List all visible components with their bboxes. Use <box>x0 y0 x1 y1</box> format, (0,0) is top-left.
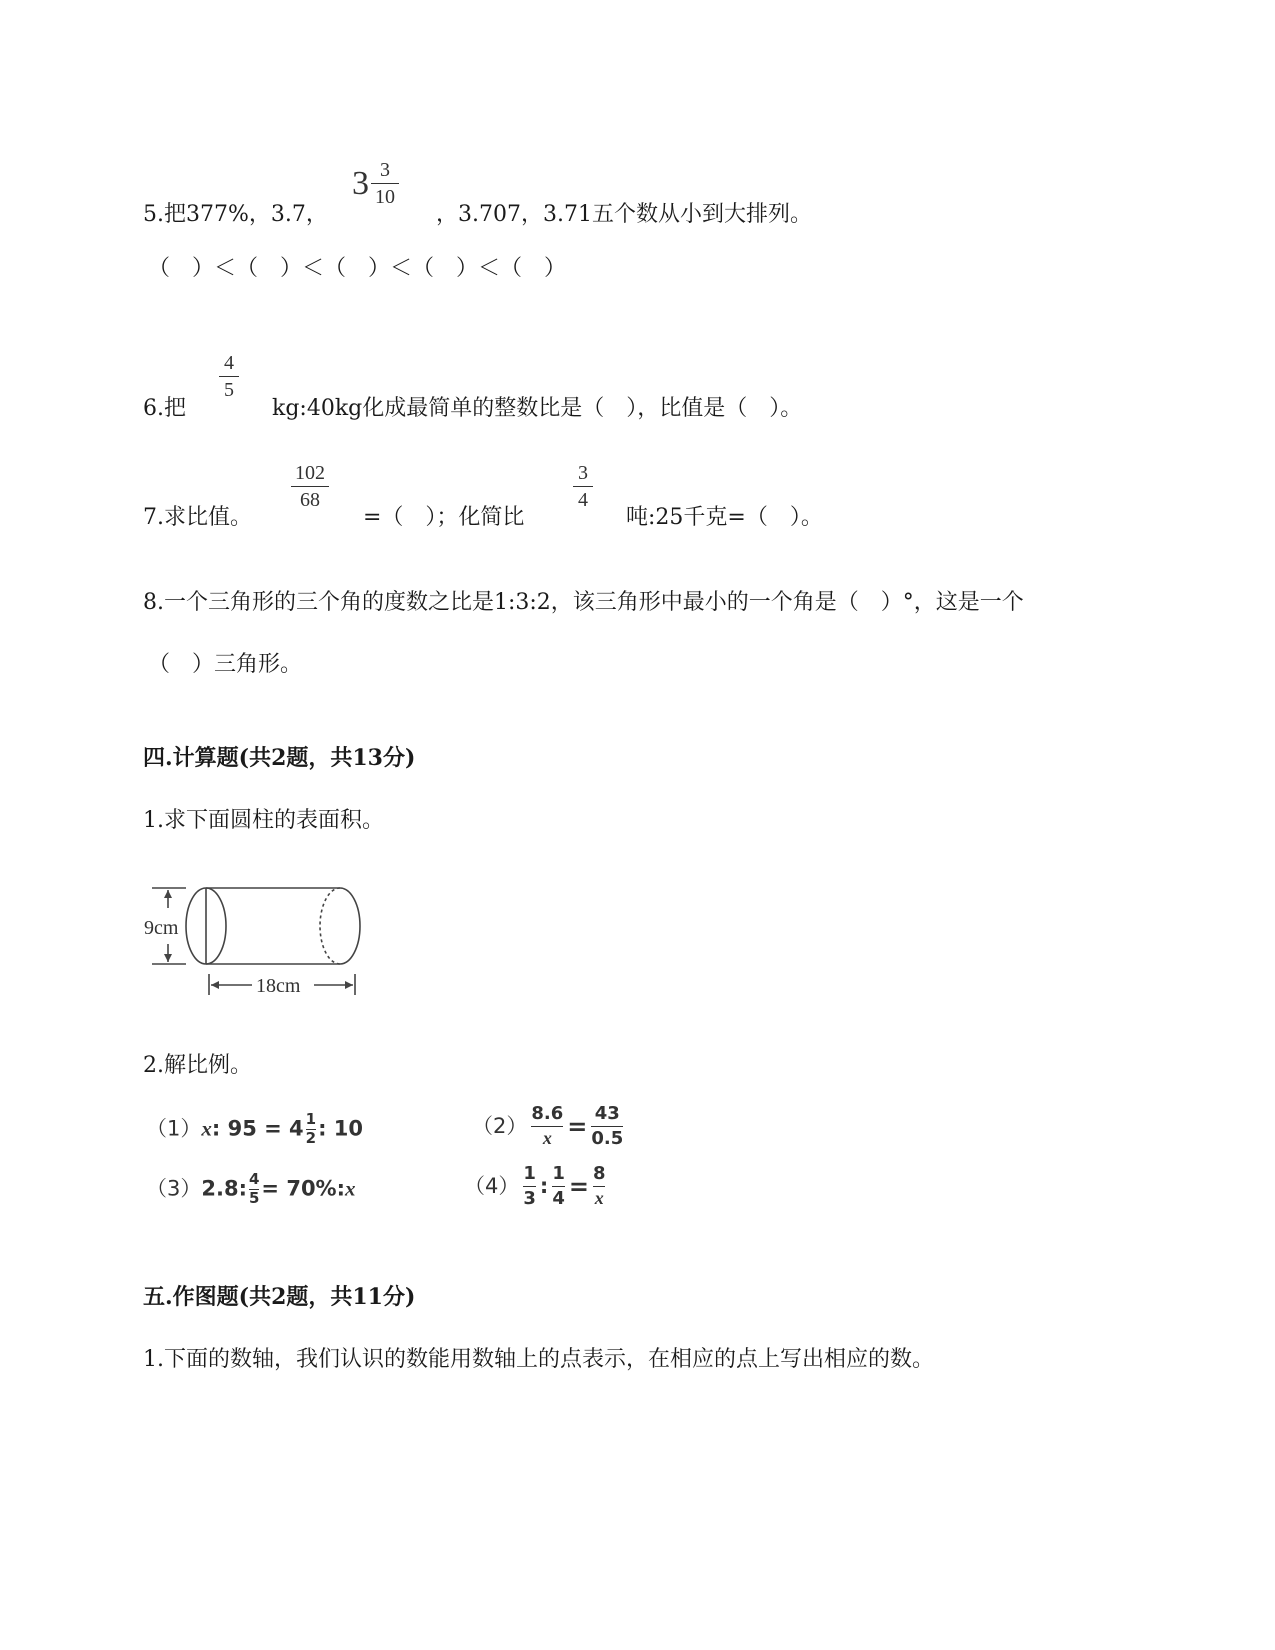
denominator: 4 <box>552 1187 565 1209</box>
q7-text-middle: =（ ）；化简比 <box>363 505 525 530</box>
q7-fraction-2 <box>573 463 593 510</box>
diameter-label: 9cm <box>144 917 179 939</box>
equation-3-label: （3） <box>146 1176 202 1201</box>
equation-1 <box>146 1112 363 1147</box>
equals-sign: = <box>568 1172 589 1201</box>
section-4-heading: 四.计算题(共2题，共13分) <box>143 745 416 771</box>
cylinder-right-face-front <box>340 888 360 964</box>
fraction-bar <box>531 1126 563 1127</box>
fraction-bar <box>291 486 329 487</box>
denominator: 3 <box>523 1187 536 1209</box>
equals-sign: = <box>567 1112 588 1141</box>
q6-text-before: 6.把 <box>143 396 186 421</box>
arrowhead <box>345 981 353 989</box>
numerator: 8 <box>592 1163 606 1184</box>
equation-4-fraction-1 <box>523 1164 536 1209</box>
q7-text-before: 7.求比值。 <box>143 505 252 530</box>
equation-4-fraction-3 <box>593 1164 606 1209</box>
fraction-bar <box>552 1186 565 1187</box>
equation-3-lhs: 2.8: <box>201 1176 247 1201</box>
denominator: 0.5 <box>591 1127 624 1149</box>
arrowhead <box>164 954 172 962</box>
q6-fraction-denominator: 5 <box>224 379 234 401</box>
fraction-bar <box>371 183 399 184</box>
variable-x: x <box>345 1176 356 1201</box>
numerator: 43 <box>594 1103 620 1124</box>
q6-text-after: kg:40kg化成最简单的整数比是（ ），比值是（ ）。 <box>272 396 803 421</box>
arrowhead <box>211 981 219 989</box>
equation-3 <box>146 1172 356 1207</box>
q5-text-after: ，3.707，3.71五个数从小到大排列。 <box>436 202 812 227</box>
numerator: 1 <box>552 1163 565 1184</box>
equation-4-label: （4） <box>464 1173 520 1198</box>
q8-line-1: 8.一个三角形的三个角的度数之比是1:3:2，该三角形中最小的一个角是（ ）°，这是一个 <box>143 590 1024 615</box>
numerator: 1 <box>523 1163 536 1184</box>
equation-3-rhs: = 70%: <box>261 1176 345 1201</box>
length-label: 18cm <box>256 975 301 997</box>
q5-blanks: （ ）＜（ ）＜（ ）＜（ ）＜（ ） <box>148 256 567 281</box>
denominator: 2 <box>305 1128 317 1147</box>
equation-2-fraction-left <box>531 1104 563 1149</box>
equation-2-fraction-right <box>591 1104 623 1149</box>
arrowhead <box>164 890 172 898</box>
section-4-question-2: 2.解比例。 <box>143 1053 252 1078</box>
equation-2 <box>472 1104 627 1149</box>
cylinder-figure <box>140 880 380 1000</box>
q7-fraction-2-numerator: 3 <box>578 462 588 484</box>
q6-fraction-numerator: 4 <box>224 352 234 374</box>
q7-text-after: 吨:25千克=（ ）。 <box>626 505 823 530</box>
variable-x: x <box>201 1116 212 1141</box>
q5-mixed-fraction <box>371 160 399 207</box>
equation-1-lhs: : 95 = 4 <box>211 1116 304 1141</box>
numerator: 4 <box>248 1170 260 1188</box>
q5-text-before: 5.把377%，3.7， <box>143 202 328 227</box>
q7-fraction-1-numerator: 102 <box>295 462 325 484</box>
section-4-question-1: 1.求下面圆柱的表面积。 <box>143 808 384 833</box>
fraction-bar <box>523 1186 536 1187</box>
fraction-bar <box>219 376 239 377</box>
denominator: 5 <box>248 1188 260 1207</box>
equation-4 <box>464 1164 609 1209</box>
equation-1-fraction <box>306 1112 316 1147</box>
equation-1-rhs: : 10 <box>318 1116 364 1141</box>
numerator: 8.6 <box>531 1103 564 1124</box>
q5-fraction-numerator: 3 <box>380 159 390 181</box>
fraction-bar <box>591 1126 623 1127</box>
q5-fraction-denominator: 10 <box>375 186 395 208</box>
fraction-bar <box>593 1186 606 1187</box>
q8-line-2: （ ）三角形。 <box>148 652 303 677</box>
equation-1-label: （1） <box>146 1116 202 1141</box>
cylinder-right-face-back <box>320 888 340 964</box>
equation-2-label: （2） <box>472 1113 528 1138</box>
numerator: 1 <box>305 1110 317 1128</box>
denominator: x <box>594 1187 604 1208</box>
q5-mixed-whole: 3 <box>352 165 369 202</box>
q7-fraction-1 <box>291 463 329 510</box>
equation-4-fraction-2 <box>552 1164 565 1209</box>
q7-fraction-2-denominator: 4 <box>578 489 588 511</box>
denominator: x <box>542 1127 552 1148</box>
section-5-question-1: 1.下面的数轴，我们认识的数能用数轴上的点表示，在相应的点上写出相应的数。 <box>143 1347 934 1372</box>
q7-fraction-1-denominator: 68 <box>300 489 320 511</box>
section-5-heading: 五.作图题(共2题，共11分) <box>143 1284 416 1310</box>
q6-fraction <box>219 353 239 400</box>
colon: : <box>539 1173 549 1198</box>
equation-3-fraction <box>249 1172 259 1207</box>
fraction-bar <box>573 486 593 487</box>
